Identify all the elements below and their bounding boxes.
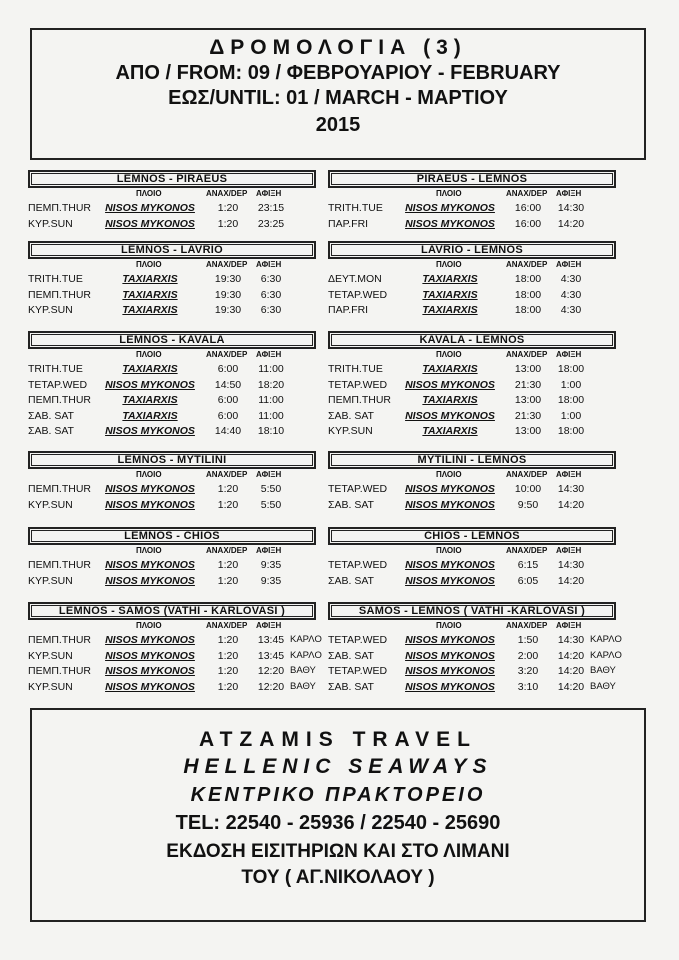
route-section	[28, 331, 316, 439]
schedule-header	[30, 28, 646, 160]
arrival-cell: 23:25	[257, 217, 285, 230]
arrival-cell: 9:35	[260, 574, 282, 587]
departure-cell: 10:00	[514, 483, 542, 495]
departure-cell: 1:20	[217, 574, 239, 587]
schedule-row	[28, 663, 316, 679]
ticket-issue-line: ΕΚΔΟΣΗ ΕΙΣΙΤΗΡΙΩΝ ΚΑΙ ΣΤΟ ΛΙΜΑΝΙ	[166, 841, 510, 862]
ship-cell: NISOS MYKONOS	[105, 498, 195, 511]
departure-cell: 9:50	[517, 498, 539, 511]
day-cell: ΣΑΒ. SAT	[328, 498, 374, 511]
departure-cell: 13:00	[514, 425, 542, 438]
ship-cell: NISOS MYKONOS	[405, 649, 495, 662]
route-title: LEMNOS - CHIOS	[28, 527, 316, 545]
ship-cell: NISOS MYKONOS	[105, 483, 195, 495]
ship-column-header: ΠΛΟΙΟ	[136, 621, 162, 630]
ship-cell: TAXIARXIS	[122, 304, 178, 317]
day-cell: ΤΕΤΑΡ.WED	[328, 665, 388, 678]
day-cell: TRITH.TUE	[28, 273, 83, 285]
route-title: CHIOS - LEMNOS	[328, 527, 616, 545]
day-cell: ΠΕΜΠ.THUR	[28, 559, 91, 571]
departure-column-header: ΑΝΑΧ/DEP	[206, 260, 248, 269]
arrival-column-header: ΑΦΙΞΗ	[256, 260, 282, 269]
schedule-row	[328, 361, 616, 377]
arrival-column-header: ΑΦΙΞΗ	[256, 470, 282, 479]
schedule-row	[28, 481, 316, 497]
departure-cell: 3:20	[517, 665, 539, 678]
schedule-row	[328, 679, 616, 695]
route-title: LEMNOS - MYTILINI	[28, 451, 316, 469]
route-section	[328, 527, 616, 588]
day-cell: ΣΑΒ. SAT	[28, 409, 74, 422]
ship-cell: NISOS MYKONOS	[405, 378, 495, 391]
schedule-row	[328, 200, 616, 216]
arrival-cell: 18:00	[557, 394, 585, 407]
schedule-row	[28, 200, 316, 216]
day-cell: ΤΕΤΑΡ.WED	[328, 288, 388, 301]
departure-column-header: ΑΝΑΧ/DEP	[506, 350, 548, 359]
day-cell: TRITH.TUE	[28, 363, 83, 375]
arrival-cell: 6:30	[260, 304, 282, 317]
schedule-title: ΔΡΟΜΟΛΟΓΙΑ (3)	[209, 36, 467, 59]
arrival-column-header: ΑΦΙΞΗ	[556, 189, 582, 198]
departure-cell: 6:05	[517, 574, 539, 587]
departure-cell: 6:15	[517, 559, 539, 571]
day-cell: ΠΑΡ.FRI	[328, 217, 369, 230]
schedule-row	[28, 361, 316, 377]
ship-column-header: ΠΛΟΙΟ	[136, 546, 162, 555]
route-section	[28, 241, 316, 318]
arrival-cell: 13:45	[257, 634, 285, 646]
arrival-column-header: ΑΦΙΞΗ	[256, 621, 282, 630]
schedule-row	[328, 497, 616, 513]
route-section	[328, 451, 616, 512]
schedule-row	[328, 377, 616, 393]
office-label: ΚΕΝΤΡΙΚΟ ΠΡΑΚΤΟΡΕΙΟ	[190, 784, 486, 806]
day-cell: ΔΕΥΤ.MON	[328, 273, 382, 285]
route-section	[328, 170, 616, 231]
ship-cell: NISOS MYKONOS	[105, 425, 195, 438]
arrival-cell: 9:35	[260, 559, 282, 571]
ship-cell: TAXIARXIS	[122, 363, 178, 375]
route-title: LEMNOS - KAVALA	[28, 331, 316, 349]
arrival-column-header: ΑΦΙΞΗ	[556, 470, 582, 479]
day-cell: ΠΕΜΠ.THUR	[328, 394, 391, 407]
day-cell: ΚΥΡ.SUN	[28, 498, 73, 511]
day-cell: ΚΥΡ.SUN	[28, 680, 73, 693]
day-cell: ΠΕΜΠ.THUR	[28, 665, 91, 678]
departure-cell: 2:00	[517, 649, 539, 662]
schedule-row	[28, 216, 316, 232]
column-headers	[28, 620, 316, 632]
schedule-row	[328, 423, 616, 439]
arrival-column-header: ΑΦΙΞΗ	[556, 350, 582, 359]
route-title: LEMNOS - LAVRIO	[28, 241, 316, 259]
ship-cell: NISOS MYKONOS	[105, 378, 195, 391]
column-headers	[328, 545, 616, 557]
port-note-cell: ΚΑΡΛΟ	[290, 634, 322, 645]
schedule-row	[28, 302, 316, 318]
departure-cell: 1:20	[217, 634, 239, 646]
ship-cell: TAXIARXIS	[122, 409, 178, 422]
departure-column-header: ΑΝΑΧ/DEP	[206, 350, 248, 359]
departure-column-header: ΑΝΑΧ/DEP	[206, 621, 248, 630]
arrival-cell: 23:15	[257, 202, 285, 214]
departure-cell: 18:00	[514, 304, 542, 317]
phone-numbers: TEL: 22540 - 25936 / 22540 - 25690	[175, 812, 501, 834]
route-title: KAVALA - LEMNOS	[328, 331, 616, 349]
arrival-column-header: ΑΦΙΞΗ	[556, 621, 582, 630]
departure-cell: 1:20	[217, 498, 239, 511]
column-headers	[328, 188, 616, 200]
arrival-cell: 18:20	[257, 378, 285, 391]
ship-column-header: ΠΛΟΙΟ	[436, 350, 462, 359]
schedule-row	[28, 679, 316, 695]
departure-cell: 1:20	[217, 202, 239, 214]
arrival-cell: 14:30	[557, 202, 585, 214]
departure-cell: 1:20	[217, 665, 239, 678]
arrival-column-header: ΑΦΙΞΗ	[556, 260, 582, 269]
column-headers	[28, 469, 316, 481]
ship-cell: TAXIARXIS	[422, 273, 478, 285]
route-section	[328, 331, 616, 439]
day-cell: ΣΑΒ. SAT	[328, 409, 374, 422]
route-section	[28, 170, 316, 231]
ship-cell: NISOS MYKONOS	[105, 680, 195, 693]
column-headers	[28, 188, 316, 200]
route-section	[28, 451, 316, 512]
column-headers	[328, 259, 616, 271]
port-line: ΤΟΥ ( ΑΓ.ΝΙΚΟΛΑΟΥ )	[241, 867, 435, 888]
day-cell: TRITH.TUE	[328, 202, 383, 214]
column-headers	[328, 469, 616, 481]
schedule-year: 2015	[315, 114, 361, 136]
ship-cell: TAXIARXIS	[122, 288, 178, 301]
schedule-row	[28, 648, 322, 664]
departure-cell: 16:00	[514, 202, 542, 214]
schedule-row	[28, 287, 316, 303]
day-cell: ΤΕΤΑΡ.WED	[328, 559, 388, 571]
day-cell: ΠΕΜΠ.THUR	[28, 288, 91, 301]
ship-cell: TAXIARXIS	[422, 363, 478, 375]
ship-cell: NISOS MYKONOS	[405, 559, 495, 571]
schedule-row	[28, 408, 316, 424]
schedule-row	[28, 557, 316, 573]
schedule-row	[28, 377, 316, 393]
ship-cell: NISOS MYKONOS	[405, 409, 495, 422]
day-cell: ΠΕΜΠ.THUR	[28, 483, 91, 495]
ship-column-header: ΠΛΟΙΟ	[436, 621, 462, 630]
departure-cell: 13:00	[514, 363, 542, 375]
schedule-row	[28, 392, 316, 408]
schedule-row	[328, 392, 616, 408]
departure-column-header: ΑΝΑΧ/DEP	[506, 621, 548, 630]
arrival-column-header: ΑΦΙΞΗ	[256, 350, 282, 359]
departure-cell: 19:30	[214, 273, 242, 285]
day-cell: ΤΕΤΑΡ.WED	[28, 378, 88, 391]
day-cell: ΚΥΡ.SUN	[28, 217, 73, 230]
day-cell: ΚΥΡ.SUN	[28, 649, 73, 662]
departure-column-header: ΑΝΑΧ/DEP	[206, 546, 248, 555]
ship-column-header: ΠΛΟΙΟ	[436, 260, 462, 269]
schedule-row	[328, 287, 616, 303]
arrival-cell: 11:00	[258, 363, 284, 375]
ship-cell: NISOS MYKONOS	[405, 634, 495, 646]
schedule-row	[328, 648, 622, 664]
day-cell: ΣΑΒ. SAT	[28, 425, 74, 438]
arrival-column-header: ΑΦΙΞΗ	[256, 189, 282, 198]
arrival-cell: 14:30	[557, 559, 585, 571]
departure-cell: 14:50	[214, 378, 242, 391]
departure-cell: 1:20	[217, 217, 239, 230]
day-cell: ΠΑΡ.FRI	[328, 304, 369, 317]
from-date-line: ΑΠΟ / FROM: 09 / ΦΕΒΡΟΥΑΡΙΟΥ - FEBRUARY	[115, 62, 561, 84]
port-note-cell: ΒΑΘΥ	[590, 680, 616, 692]
arrival-cell: 12:20	[257, 680, 285, 693]
ship-column-header: ΠΛΟΙΟ	[436, 189, 462, 198]
ship-cell: TAXIARXIS	[122, 394, 178, 407]
ship-column-header: ΠΛΟΙΟ	[136, 260, 162, 269]
ship-column-header: ΠΛΟΙΟ	[436, 470, 462, 479]
port-note-cell: ΚΑΡΛΟ	[590, 649, 622, 661]
ship-column-header: ΠΛΟΙΟ	[136, 189, 162, 198]
day-cell: ΚΥΡ.SUN	[328, 425, 373, 438]
port-note-cell: ΒΑΘΥ	[590, 665, 616, 677]
route-title: MYTILINI - LEMNOS	[328, 451, 616, 469]
departure-cell: 13:00	[514, 394, 542, 407]
route-section	[328, 602, 622, 694]
port-note-cell: ΚΑΡΛΟ	[290, 649, 322, 661]
day-cell: TRITH.TUE	[328, 363, 383, 375]
ship-column-header: ΠΛΟΙΟ	[136, 470, 162, 479]
ship-cell: NISOS MYKONOS	[405, 665, 495, 678]
arrival-cell: 14:20	[557, 574, 585, 587]
schedule-row	[328, 557, 616, 573]
ship-cell: NISOS MYKONOS	[105, 574, 195, 587]
ship-cell: TAXIARXIS	[422, 304, 478, 317]
departure-cell: 18:00	[514, 273, 542, 285]
arrival-cell: 18:00	[557, 425, 585, 438]
departure-cell: 3:10	[517, 680, 539, 693]
departure-cell: 6:00	[217, 409, 239, 422]
arrival-cell: 1:00	[560, 378, 582, 391]
arrival-cell: 18:10	[257, 425, 285, 438]
column-headers	[328, 620, 616, 632]
agency-name: ATZAMIS TRAVEL	[198, 728, 478, 751]
arrival-cell: 11:00	[258, 394, 284, 407]
ship-cell: TAXIARXIS	[422, 288, 478, 301]
ship-cell: NISOS MYKONOS	[405, 680, 495, 693]
arrival-column-header: ΑΦΙΞΗ	[556, 546, 582, 555]
schedule-row	[328, 632, 622, 648]
departure-cell: 18:00	[514, 288, 542, 301]
arrival-cell: 14:30	[557, 483, 585, 495]
schedule-row	[328, 573, 616, 589]
arrival-cell: 1:00	[560, 409, 582, 422]
company-name: HELLENIC SEAWAYS	[183, 755, 493, 778]
arrival-cell: 4:30	[560, 273, 582, 285]
column-headers	[28, 349, 316, 361]
schedule-row	[28, 423, 316, 439]
route-title: PIRAEUS - LEMNOS	[328, 170, 616, 188]
departure-cell: 6:00	[217, 394, 239, 407]
route-title: LEMNOS - PIRAEUS	[28, 170, 316, 188]
ship-cell: NISOS MYKONOS	[105, 202, 195, 214]
departure-column-header: ΑΝΑΧ/DEP	[506, 546, 548, 555]
ship-cell: TAXIARXIS	[422, 394, 478, 407]
schedule-row	[328, 408, 616, 424]
ship-cell: NISOS MYKONOS	[405, 483, 495, 495]
route-title: SAMOS - LEMNOS ( VATHI -KARLOVASI )	[328, 602, 616, 620]
schedule-row	[328, 271, 616, 287]
departure-cell: 21:30	[514, 409, 542, 422]
ship-cell: TAXIARXIS	[422, 425, 478, 438]
schedule-row	[328, 663, 616, 679]
port-note-cell: ΚΑΡΛΟ	[590, 634, 622, 645]
agency-footer	[30, 708, 646, 922]
until-date-line: ΕΩΣ/UNTIL: 01 / MARCH - ΜΑΡΤΙΟΥ	[168, 87, 508, 109]
ship-cell: NISOS MYKONOS	[405, 574, 495, 587]
departure-cell: 16:00	[514, 217, 542, 230]
day-cell: ΠΕΜΠ.THUR	[28, 202, 91, 214]
arrival-cell: 13:45	[257, 649, 285, 662]
schedule-row	[328, 481, 616, 497]
port-note-cell: ΒΑΘΥ	[290, 680, 316, 692]
arrival-cell: 6:30	[260, 273, 282, 285]
schedule-row	[328, 302, 616, 318]
schedule-row	[28, 632, 322, 648]
arrival-cell: 4:30	[560, 288, 582, 301]
day-cell: ΚΥΡ.SUN	[28, 574, 73, 587]
day-cell: ΠΕΜΠ.THUR	[28, 634, 91, 646]
day-cell: ΤΕΤΑΡ.WED	[328, 634, 388, 646]
arrival-cell: 14:20	[557, 217, 585, 230]
arrival-cell: 14:20	[557, 649, 585, 662]
day-cell: ΤΕΤΑΡ.WED	[328, 483, 388, 495]
arrival-cell: 5:50	[260, 483, 282, 495]
arrival-cell: 12:20	[257, 665, 285, 678]
schedule-row	[28, 271, 316, 287]
departure-column-header: ΑΝΑΧ/DEP	[506, 470, 548, 479]
column-headers	[328, 349, 616, 361]
ship-column-header: ΠΛΟΙΟ	[436, 546, 462, 555]
departure-column-header: ΑΝΑΧ/DEP	[206, 470, 248, 479]
departure-cell: 1:20	[217, 649, 239, 662]
arrival-cell: 14:20	[557, 665, 585, 678]
ship-cell: NISOS MYKONOS	[105, 559, 195, 571]
departure-cell: 19:30	[214, 304, 242, 317]
departure-cell: 1:50	[517, 634, 539, 646]
departure-cell: 14:40	[214, 425, 242, 438]
ship-cell: NISOS MYKONOS	[405, 217, 495, 230]
ship-cell: NISOS MYKONOS	[405, 498, 495, 511]
day-cell: ΤΕΤΑΡ.WED	[328, 378, 388, 391]
port-note-cell: ΒΑΘΥ	[290, 665, 316, 677]
ship-column-header: ΠΛΟΙΟ	[136, 350, 162, 359]
ship-cell: TAXIARXIS	[122, 273, 178, 285]
schedule-row	[28, 573, 316, 589]
arrival-cell: 11:00	[258, 409, 284, 422]
day-cell: ΠΕΜΠ.THUR	[28, 394, 91, 407]
departure-column-header: ΑΝΑΧ/DEP	[506, 260, 548, 269]
column-headers	[28, 259, 316, 271]
arrival-cell: 14:20	[557, 498, 585, 511]
departure-column-header: ΑΝΑΧ/DEP	[506, 189, 548, 198]
route-section	[28, 527, 316, 588]
departure-cell: 21:30	[514, 378, 542, 391]
arrival-cell: 14:20	[557, 680, 585, 693]
day-cell: ΣΑΒ. SAT	[328, 574, 374, 587]
day-cell: ΚΥΡ.SUN	[28, 304, 73, 317]
day-cell: ΣΑΒ. SAT	[328, 680, 374, 693]
departure-cell: 19:30	[214, 288, 242, 301]
ship-cell: NISOS MYKONOS	[105, 634, 195, 646]
route-section	[28, 602, 322, 694]
ship-cell: NISOS MYKONOS	[105, 217, 195, 230]
arrival-cell: 5:50	[260, 498, 282, 511]
schedule-row	[328, 216, 616, 232]
arrival-cell: 4:30	[560, 304, 582, 317]
departure-cell: 6:00	[217, 363, 239, 375]
departure-cell: 1:20	[217, 483, 239, 495]
day-cell: ΣΑΒ. SAT	[328, 649, 374, 662]
route-title: LEMNOS - SAMOS (VATHI - KARLOVASI )	[28, 602, 316, 620]
departure-cell: 1:20	[217, 680, 239, 693]
arrival-column-header: ΑΦΙΞΗ	[256, 546, 282, 555]
ship-cell: NISOS MYKONOS	[405, 202, 495, 214]
schedule-row	[28, 497, 316, 513]
arrival-cell: 18:00	[557, 363, 585, 375]
route-title: LAVRIO - LEMNOS	[328, 241, 616, 259]
ship-cell: NISOS MYKONOS	[105, 649, 195, 662]
arrival-cell: 14:30	[557, 634, 585, 646]
departure-cell: 1:20	[217, 559, 239, 571]
arrival-cell: 6:30	[260, 288, 282, 301]
departure-column-header: ΑΝΑΧ/DEP	[206, 189, 248, 198]
column-headers	[28, 545, 316, 557]
route-section	[328, 241, 616, 318]
ship-cell: NISOS MYKONOS	[105, 665, 195, 678]
